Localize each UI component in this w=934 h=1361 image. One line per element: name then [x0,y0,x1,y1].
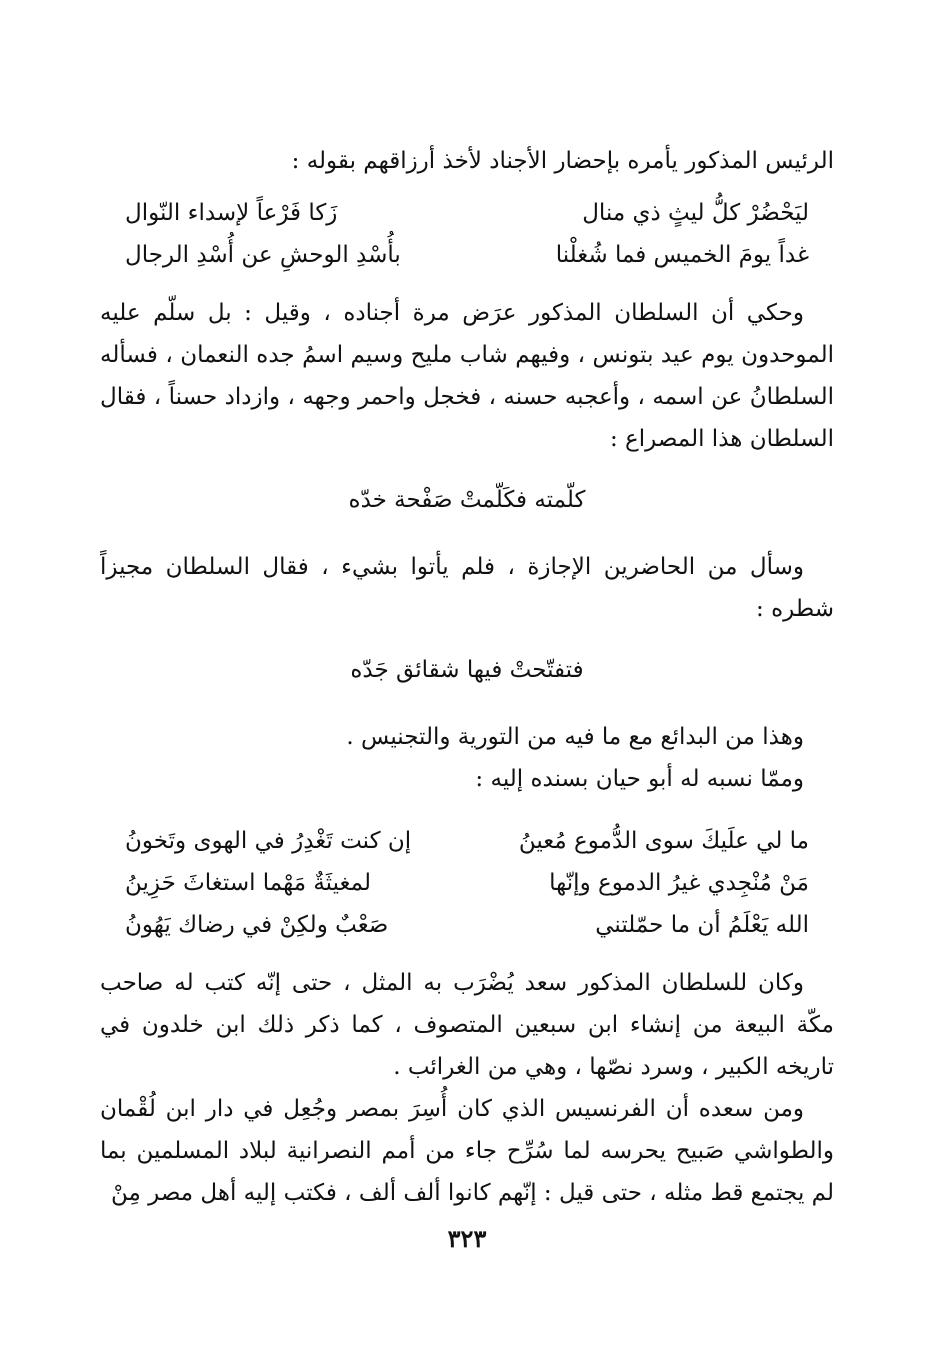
paragraph: وكان للسلطان المذكور سعد يُضْرَب به المثل ، حتى إنّه كتب له صاحب مكّة البيعة من إنشاء ابن سبعين المتصوف ، كما ذكر ذلك ابن خلدون في تاريخه الكبير ، وسرد نصّها ، وهي من الغرائب . [100,970,834,1080]
verse-right-hemistich: ليَحْضُرْ كلُّ ليثٍ ذي منال [582,200,809,226]
verse-right-hemistich: مَنْ مُنْجِدي غيرُ الدموع وإنّها [549,870,809,896]
paragraph: وحكي أن السلطان المذكور عرَض مرة أجناده ، وقيل : بل سلّم عليه الموحدون يوم عيد بتونس ، وفيهم شاب مليح وسيم اسمُ جده النعمان ، فسأله السلطانُ عن اسمه ، وأعجبه حسنه ، فخجل واحمر وجهه ، وازداد حسناً ، فقال السلطان هذا المصراع : [100,300,834,452]
verse-line [125,862,809,904]
verse-line [125,904,809,946]
verse-left-hemistich: زَكا فَرْعاً لإسداء النّوال [125,200,338,226]
verse-block-2 [125,820,809,946]
verse-right-hemistich: ما لي علَيكَ سوى الدُّموع مُعينُ [518,828,809,854]
paragraph: وممّا نسبه له أبو حيان بسنده إليه : [475,766,804,792]
verse-left-hemistich: لمغيثَةٌ مَهْما استغاثَ حَزِينُ [125,870,371,896]
page-number: ٣٢٣ [447,1224,487,1253]
verse-right-hemistich: الله يَعْلَمُ أن ما حمّلتني [595,912,809,938]
spacer [100,800,834,814]
verse-line [125,192,809,234]
paragraph: وهذا من البدائع مع ما فيه من التورية والتجنيس . [346,724,804,750]
verse-right-hemistich: غداً يومَ الخميس فما شُغلْنا [555,242,809,268]
centered-hemistich: كلّمته فكَلّمتْ صَفْحة خدّه [348,487,586,513]
paragraph: وسأل من الحاضرين الإجازة ، فلم يأتوا بشيء ، فقال السلطان مجيزاً شطره : [100,554,834,622]
intro-line: الرئيس المذكور يأمره بإحضار الأجناد لأخذ أرزاقهم بقوله : [291,148,834,174]
verse-left-hemistich: إن كنت تَغْدِرُ في الهوى وتَخونُ [125,828,412,854]
verse-block-1 [125,192,809,276]
verse-line [125,820,809,862]
verse-line [125,234,809,276]
paragraph: ومن سعده أن الفرنسيس الذي كان أُسِرَ بمصر وجُعِل في دار ابن لُقْمان والطواشي صَبيح يحرسه لما سُرِّح جاء من أمم النصرانية لبلاد المسلمين بما لم يجتمع قط مثله ، حتى قيل : إنّهم كانوا ألف ألف ، فكتب إليه أهل مصر مِنْ [100,1096,834,1206]
verse-left-hemistich: بأُسْدِ الوحشِ عن أُسْدِ الرجال [125,242,401,268]
verse-left-hemistich: صَعْبٌ ولكِنْ في رضاك يَهُونُ [125,912,389,938]
centered-hemistich: فتفتّحتْ فيها شقائق جَدّه [350,657,584,683]
